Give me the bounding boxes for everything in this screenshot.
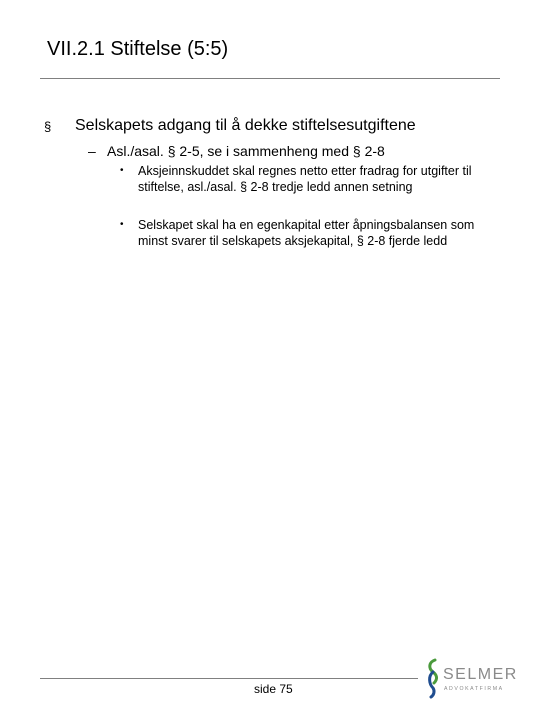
footer-divider bbox=[40, 678, 418, 679]
bullet-level3-text: Selskapet skal ha en egenkapital etter åpningsbalansen som minst svarer til selskapets aksjekapital, § 2-8 fjerde ledd bbox=[138, 218, 475, 248]
slide-title: VII.2.1 Stiftelse (5:5) bbox=[47, 38, 229, 60]
dash-marker: – bbox=[88, 143, 96, 159]
svg-text:SELMER: SELMER bbox=[443, 666, 518, 683]
dot-marker: • bbox=[120, 165, 124, 176]
bullet-level3-text: Aksjeinnskuddet skal regnes netto etter fradrag for utgifter til stiftelse, asl./asal. § 2-8 tredje ledd annen setning bbox=[138, 164, 472, 194]
svg-text:ADVOKATFIRMA: ADVOKATFIRMA bbox=[444, 686, 504, 692]
bullet-level1-text: Selskapets adgang til å dekke stiftelsesutgiftene bbox=[75, 117, 416, 134]
title-divider bbox=[40, 78, 500, 79]
selmer-logo bbox=[426, 658, 518, 698]
dot-marker: • bbox=[120, 219, 124, 230]
selmer-logo-icon bbox=[426, 658, 518, 698]
section-marker: § bbox=[44, 119, 52, 134]
page-number: side 75 bbox=[254, 682, 293, 696]
bullet-level2-text: Asl./asal. § 2-5, se i sammenheng med § 2-8 bbox=[107, 143, 385, 159]
